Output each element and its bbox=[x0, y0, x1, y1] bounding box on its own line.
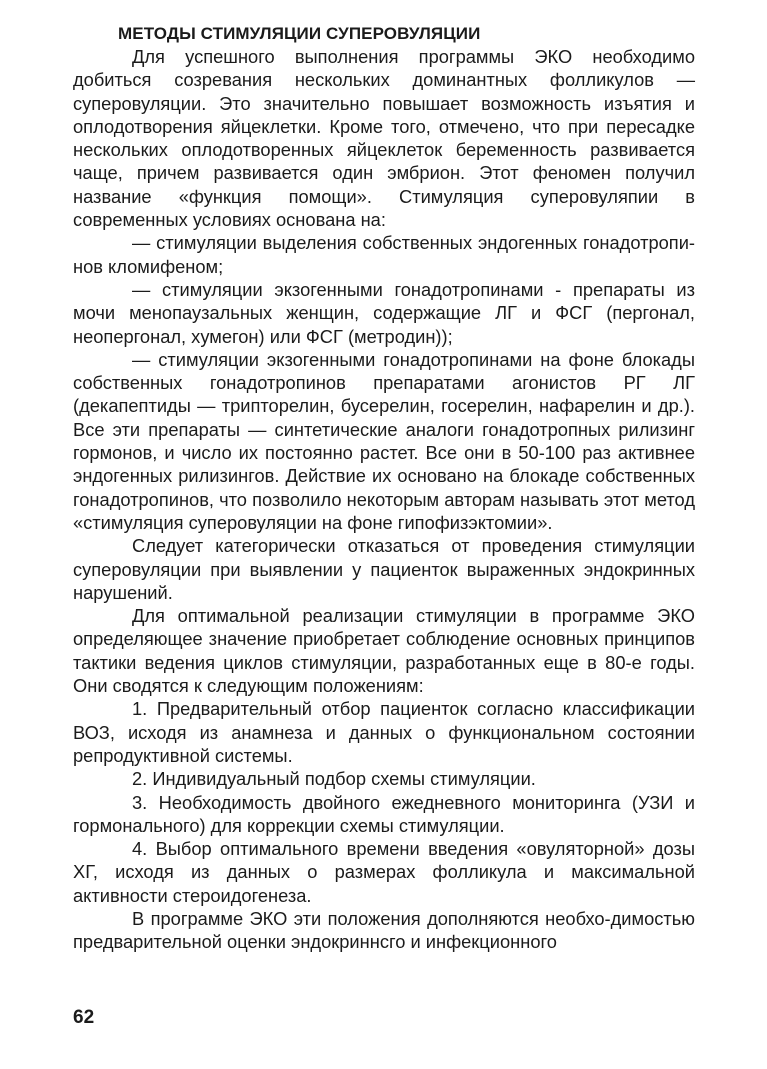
paragraph-list-item-agonists: — стимуляции экзогенными гонадотропинами на фоне блокады собственных гонадотропинов препаратами агонистов РГ ЛГ (декапептиды — трипторелин, бусерелин, госерелин, нафарелин и др.). Все эти препараты — синтетические аналоги гонадотропных рилизинг гормонов, и число их постоянно растет. Все они в 50-100 раз активнее эндогенных рилизингов. Действие их основано на блокаде собственных гонадотропинов, что позволило некоторым авторам называть этот метод «стимуляция суперовуляции на фоне гипофизэктомии». bbox=[73, 348, 695, 533]
paragraph-closing: В программе ЭКО эти положения дополняются необхо-димостью предварительной оценки эндокриннсго и инфекционного bbox=[73, 907, 695, 953]
paragraph-principle-4: 4. Выбор оптимального времени введения «овуляторной» дозы ХГ, исходя из данных о размерах фолликула и максимальной активности стероидогенеза. bbox=[73, 838, 695, 906]
section-title: МЕТОДЫ СТИМУЛЯЦИИ СУПЕРОВУЛЯЦИИ bbox=[118, 24, 481, 43]
paragraph-principle-1: 1. Предварительный отбор пациенток согласно классификации ВОЗ, исходя из анамнеза и данных о функциональном состоянии репродуктивной системы. bbox=[73, 698, 695, 766]
paragraph-list-item-exogenous: — стимуляции экзогенными гонадотропинами - препараты из мочи менопаузальных женщин, содержащие ЛГ и ФСГ (пергонал, неопергонал, хумегон) или ФСГ (метродин)); bbox=[73, 278, 695, 347]
document-page bbox=[73, 22, 695, 954]
paragraph-list-item-clomiphene: — стимуляции выделения собственных эндогенных гонадотропи-нов кломифеном; bbox=[73, 232, 695, 277]
paragraph-principle-3: 3. Необходимость двойного ежедневного мониторинга (УЗИ и гормонального) для коррекции схемы стимуляции. bbox=[73, 791, 695, 836]
paragraph-intro: Для успешного выполнения программы ЭКО необходимо добиться созревания нескольких доминантных фолликулов — суперовуляции. Это значительно повышает возможность изъятия и оплодотворения яйцеклетки. Кроме того, отмечено, что при пересадке нескольких оплодотворенных яйцеклеток беременность развивается чаще, причем развивается один эмбрион. Этот феномен получил название «функция помощи». Стимуляция суперовуляпии в современных условиях основана на: bbox=[73, 46, 695, 231]
paragraph-principle-2: 2. Индивидуальный подбор схемы стимуляции. bbox=[132, 768, 536, 790]
paragraph-principles: Для оптимальной реализации стимуляции в программе ЭКО определяющее значение приобретает соблюдение основных принципов тактики ведения циклов стимуляции, разработанных еще в 80-е годы. Они сводятся к следующим положениям: bbox=[73, 605, 695, 697]
page-number: 62 bbox=[73, 1007, 95, 1028]
paragraph-contraindication: Следует категорически отказаться от проведения стимуляции суперовуляции при выявлении у пациенток выраженных эндокринных нарушений. bbox=[73, 535, 695, 603]
